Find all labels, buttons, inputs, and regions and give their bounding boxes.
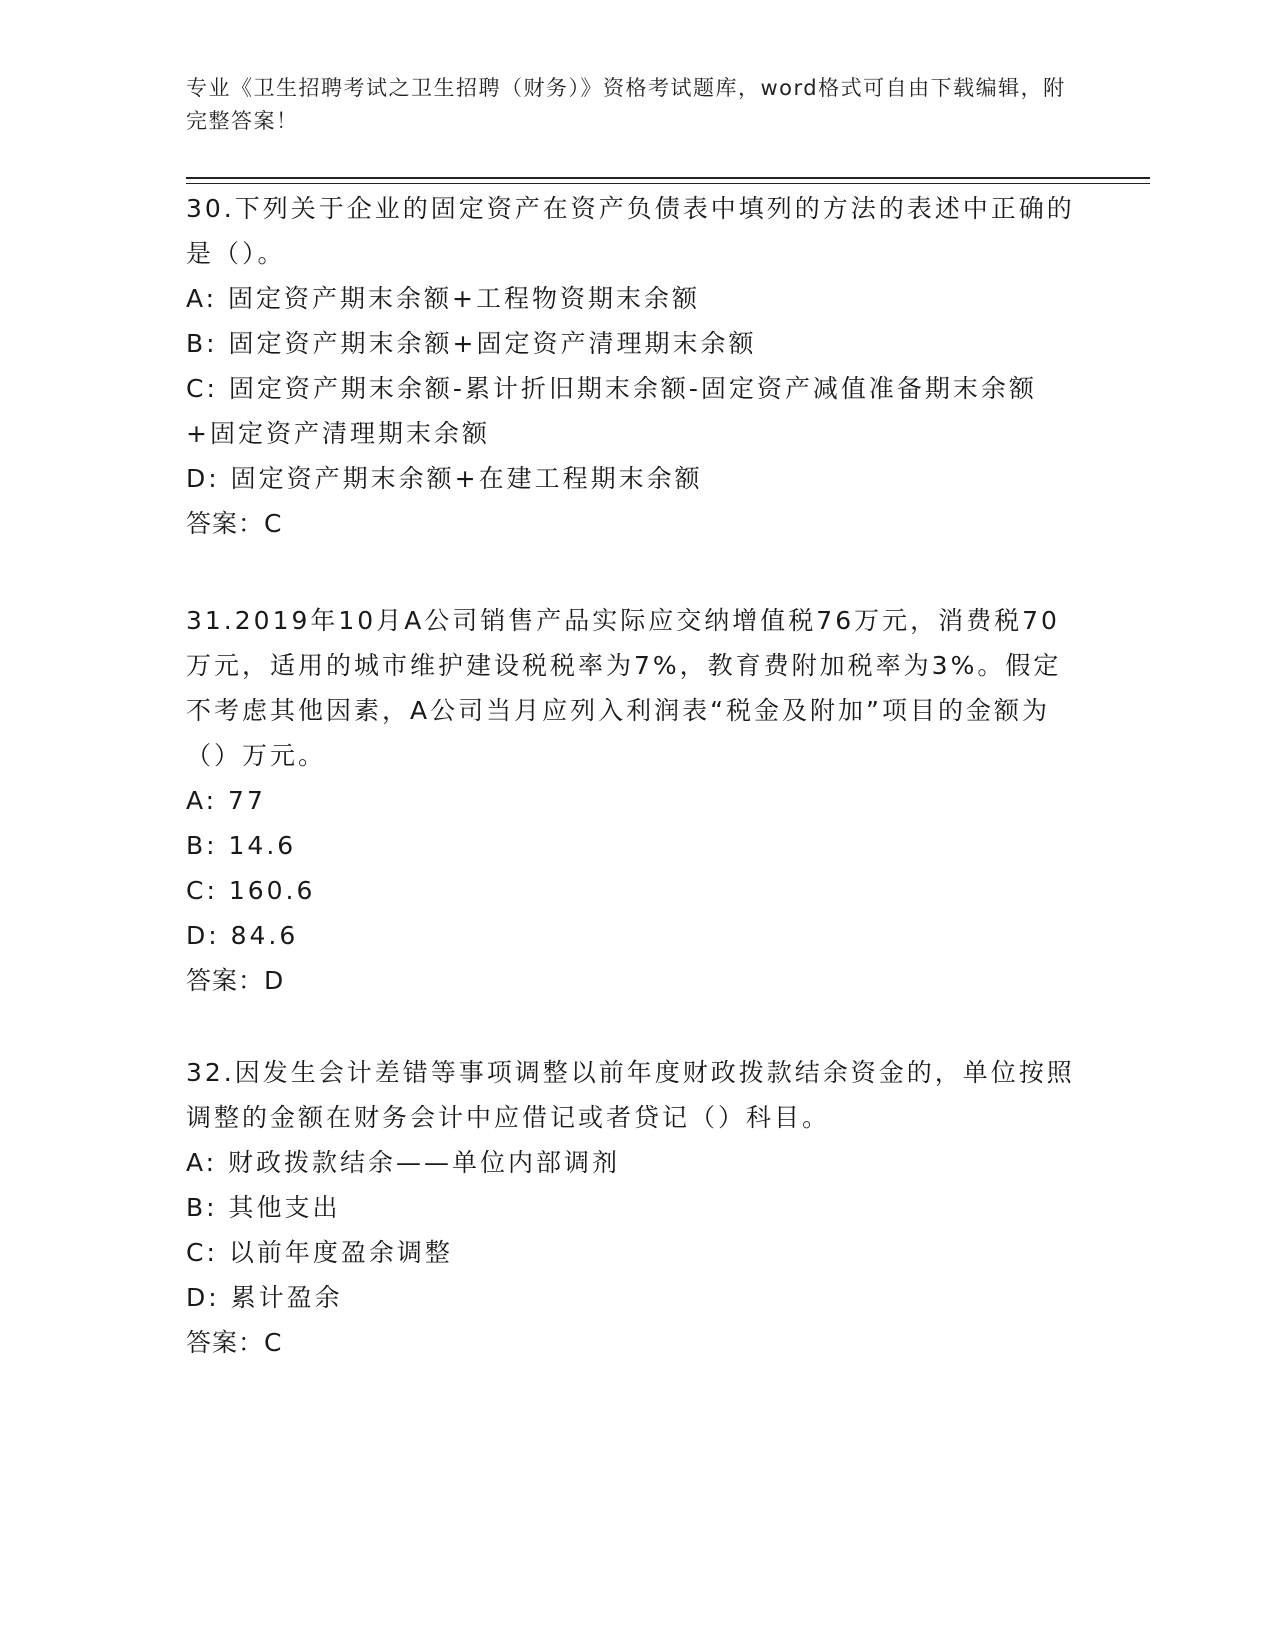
option-d: D: 84.6 [186,921,299,950]
answer: 答案：D [186,966,285,995]
option-c: C: 160.6 [186,876,316,905]
question-30 [186,186,1086,547]
option-b: B: 14.6 [186,831,297,860]
option-c: C: 固定资产期末余额-累计折旧期末余额-固定资产减值准备期末余额+固定资产清理期末余额 [186,374,1037,448]
page-header: 专业《卫生招聘考试之卫生招聘（财务）》资格考试题库，word格式可自由下载编辑，附完整答案！ [186,76,1066,133]
question-stem: 31.2019年10月A公司销售产品实际应交纳增值税76万元，消费税70万元，适用的城市维护建设税税率为7%，教育费附加税率为3%。假定不考虑其他因素，A公司当月应列入利润表“税金及附加”项目的金额为（）万元。 [186,606,1062,770]
option-b: B: 其他支出 [186,1193,341,1222]
answer: 答案：C [186,1328,283,1357]
option-d: D: 固定资产期末余额+在建工程期末余额 [186,464,703,493]
answer: 答案：C [186,509,283,538]
question-stem: 32.因发生会计差错等事项调整以前年度财政拨款结余资金的，单位按照调整的金额在财务会计中应借记或者贷记（）科目。 [186,1058,1075,1132]
option-d: D: 累计盈余 [186,1283,343,1312]
option-c: C: 以前年度盈余调整 [186,1238,453,1267]
option-a: A: 财政拨款结余——单位内部调剂 [186,1148,621,1177]
header-divider-bottom [186,183,1150,184]
question-32 [186,1050,1086,1366]
question-stem: 30.下列关于企业的固定资产在资产负债表中填列的方法的表述中正确的是（）。 [186,194,1075,268]
option-b: B: 固定资产期末余额+固定资产清理期末余额 [186,329,757,358]
header-divider-top [186,177,1150,179]
option-a: A: 固定资产期末余额+工程物资期末余额 [186,284,700,313]
option-a: A: 77 [186,786,266,815]
question-31 [186,598,1086,1004]
